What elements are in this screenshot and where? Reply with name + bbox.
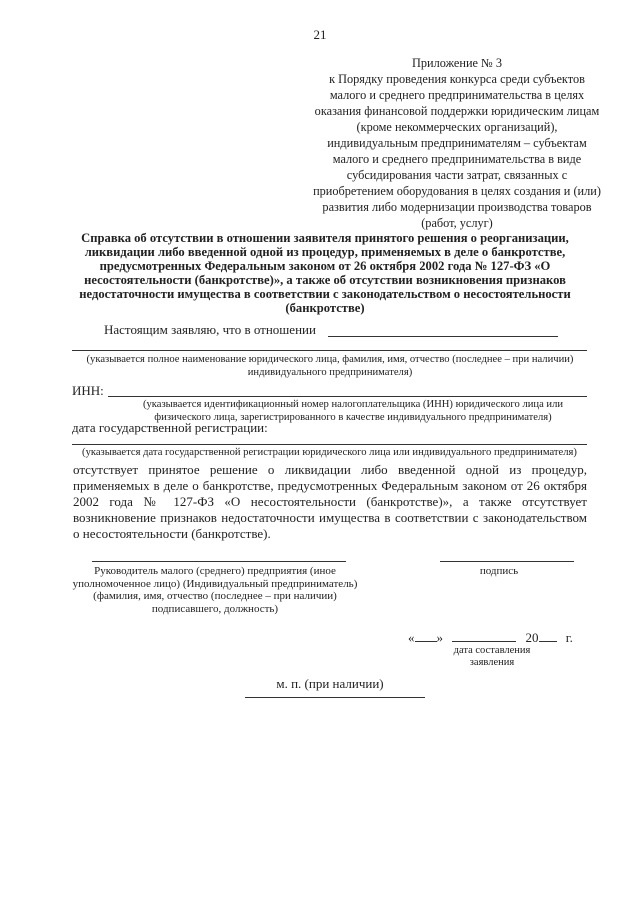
date-open-quote: « [408,630,415,645]
entity-name-line-2 [72,350,587,351]
entity-name-hint: (указывается полное наименование юридического лица, фамилия, имя, отчество (последнее – при наличии) индивидуального предпринимателя) [86,354,574,378]
signature-line [440,561,574,562]
stamp-label: м. п. (при наличии) [276,676,384,691]
registration-date-hint: (указывается дата государственной регистрации юридического лица или индивидуального предпринимателя) [82,447,577,458]
month-line [452,641,516,642]
appendix-header [312,55,602,231]
document-title: Справка об отсутствии в отношении заявителя принятого решения о реорганизации, ликвидации либо введенной одной из процедур, применяемых в деле о банкротстве, предусмотренных Федеральным законом от 26 октября 2002 года № 127-ФЗ «О несостоятельности (банкротстве)», а также об отсутствии возникновения признаков недостаточности имущества в соответствии с законодательством о несостоятельности (банкротстве) [79,231,571,315]
year-line [539,641,557,642]
declaration-lead: Настоящим заявляю, что в отношении [104,322,316,337]
year-prefix: 20 [525,630,539,645]
stamp-line [245,697,425,698]
appendix-text: к Порядку проведения конкурса среди субъектов малого и среднего предпринимательства в целях оказания финансовой поддержки юридическим лицам (кроме некоммерческих организаций), индивидуальным предпринимателям – субъектам малого и среднего предпринимательства в виде субсидирования части затрат, связанных с приобретением оборудования в целях создания и (или) развития либо модернизации производства товаров (работ, услуг) [313,72,601,230]
entity-name-line [328,336,558,337]
inn-line [108,396,587,397]
registration-date-label: дата государственной регистрации: [72,420,268,435]
statement-paragraph: отсутствует принятое решение о ликвидации либо введенной одной из процедур, применяемых в деле о банкротстве, предусмотренных Федеральным законом от 26 октября 2002 года № 127-ФЗ «О несостоятельности (банкротстве)», а также отсутствует возникновение признаков недостаточности имущества в соответствии с законодательством о несостоятельности (банкротстве). [73,462,587,541]
date-caption: дата составления заявления [453,645,531,668]
signatory-caption: Руководитель малого (среднего) предприятия (иное уполномоченное лицо) (Индивидуальный предприниматель) (фамилия, имя, отчество (последнее – при наличии) подписавшего, должность) [72,565,358,615]
year-suffix: г. [565,630,573,645]
inn-label: ИНН: [72,383,104,398]
signatory-line [92,561,346,562]
date-close-quote: » [436,630,443,645]
signature-caption: подпись [479,565,519,577]
date-row [408,630,573,646]
appendix-title: Приложение № 3 [411,56,503,70]
inn-hint: (указывается идентификационный номер налогоплательщика (ИНН) юридического лица или физического лица, зарегистрированного в качестве индивидуального предпринимателя) [142,399,564,423]
registration-date-line [72,444,587,445]
page-number: 21 [313,27,327,42]
day-line [415,641,437,642]
